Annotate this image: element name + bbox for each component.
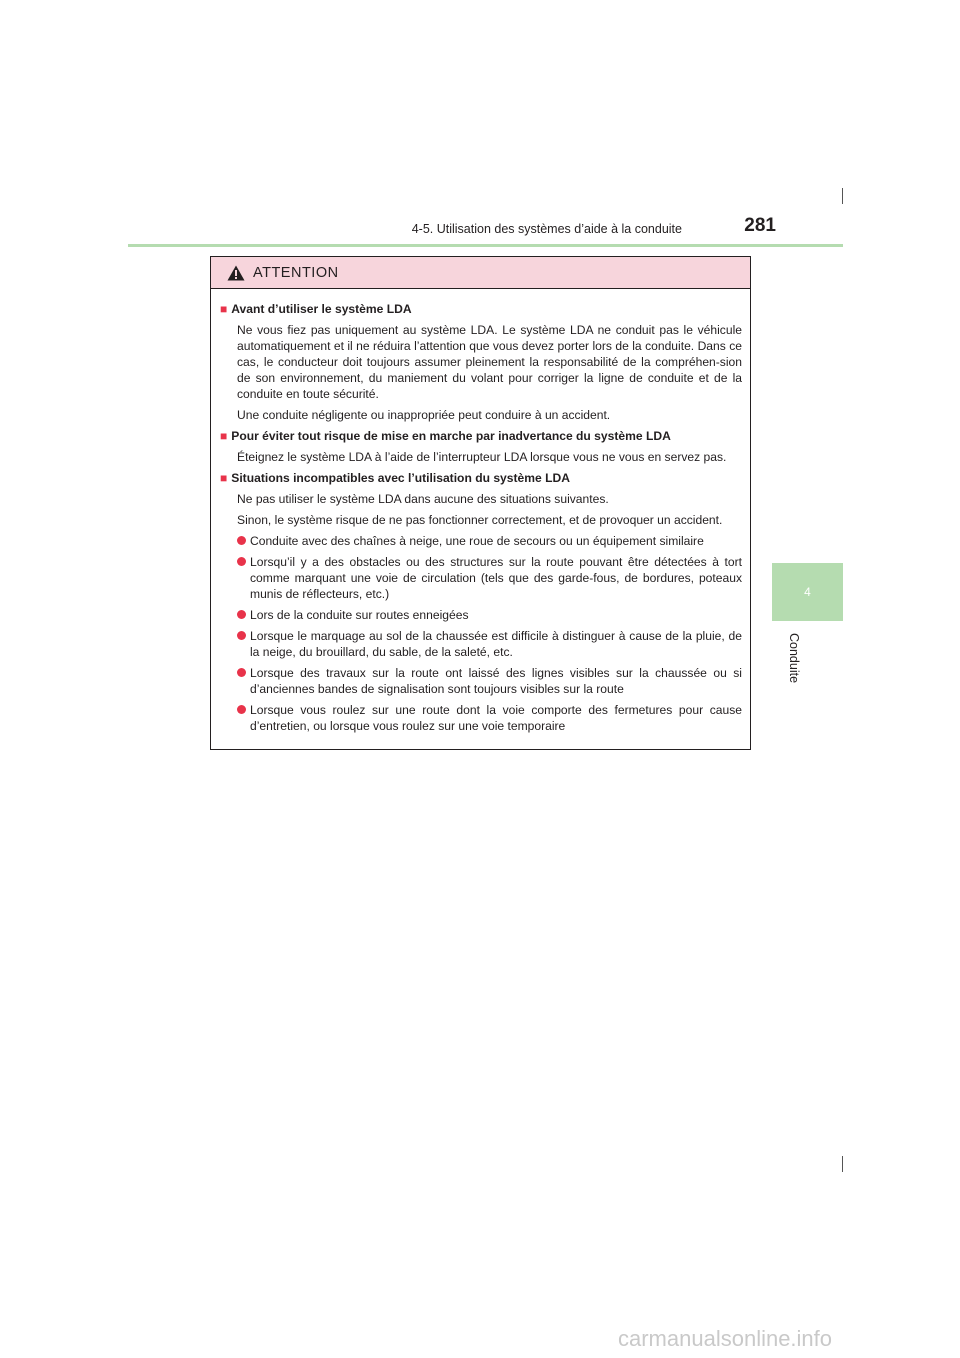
header-divider [128,244,843,247]
bullet-dot-icon [237,668,246,677]
list-item [220,554,742,602]
bullet-dot-icon [237,705,246,714]
section-heading [220,428,742,444]
attention-body [211,289,750,734]
bullet-dot-icon [237,631,246,640]
section-heading-text: Avant d’utiliser le système LDA [231,302,412,316]
crop-mark-top [842,188,843,204]
list-item-text: Lorsque des travaux sur la route ont laissé des lignes visibles sur la chaussée ou si d’anciennes bandes de signalisation sont toujours visibles sur la route [250,666,742,696]
paragraph: Ne vous fiez pas uniquement au système LDA. Le système LDA ne conduit pas le véhicule automatiquement et il ne réduira l’attention que vous devez porter lors de la conduite. Dans ce cas, le conducteur doit toujours assumer pleinement la responsabilité de la compréhen-sion de son environnement, du maniement du volant pour corriger la ligne de conduite et de la conduite en toute sécurité. [237,323,742,401]
chapter-tab [772,563,843,621]
bullet-dot-icon [237,610,246,619]
paragraph: Ne pas utiliser le système LDA dans aucune des situations suivantes. [237,492,609,506]
section-heading [220,470,742,486]
list-item-text: Lors de la conduite sur routes enneigées [250,608,469,622]
attention-title: ATTENTION [253,264,339,281]
list-item-text: Conduite avec des chaînes à neige, une roue de secours ou un équipement similaire [250,534,704,548]
paragraph: Éteignez le système LDA à l’aide de l’interrupteur LDA lorsque vous ne vous en servez pas. [237,450,727,464]
chapter-label: Conduite [787,632,801,684]
paragraph: Sinon, le système risque de ne pas fonctionner correctement, et de provoquer un accident. [237,513,723,527]
section-heading [220,301,742,317]
list-item [220,628,742,660]
list-item-text: Lorsque vous roulez sur une route dont la voie comporte des fermetures pour cause d’entretien, ou lorsque vous roulez sur une voie temporaire [250,703,742,733]
bullet-dot-icon [237,557,246,566]
section-heading-text: Situations incompatibles avec l’utilisation du système LDA [231,471,570,485]
square-marker-icon: ■ [220,302,228,316]
list-item-text: Lorsque le marquage au sol de la chaussée est difficile à distinguer à cause de la pluie, de la neige, du brouillard, du sable, de la saleté, etc. [250,629,742,659]
list-item-text: Lorsqu’il y a des obstacles ou des structures sur la route pouvant être détectées à tort comme marquant une voie de circulation (tels que des garde-fous, de bordures, poteaux munis de réflecteurs, etc.) [250,555,742,601]
list-item [220,607,742,623]
warning-triangle-icon [227,265,245,281]
square-marker-icon: ■ [220,471,228,485]
page-number: 281 [744,215,776,236]
bullet-dot-icon [237,536,246,545]
attention-header [211,257,750,289]
chapter-number: 4 [804,585,811,599]
list-item [220,533,742,549]
watermark: carmanualsonline.info [618,1326,833,1351]
crop-mark-bottom [842,1156,843,1172]
attention-box [210,256,751,750]
list-item [220,702,742,734]
paragraph: Une conduite négligente ou inappropriée peut conduire à un accident. [237,408,611,422]
square-marker-icon: ■ [220,429,228,443]
section-title: 4-5. Utilisation des systèmes d’aide à la conduite [411,222,682,236]
section-heading-text: Pour éviter tout risque de mise en marche par inadvertance du système LDA [231,429,671,443]
list-item [220,665,742,697]
